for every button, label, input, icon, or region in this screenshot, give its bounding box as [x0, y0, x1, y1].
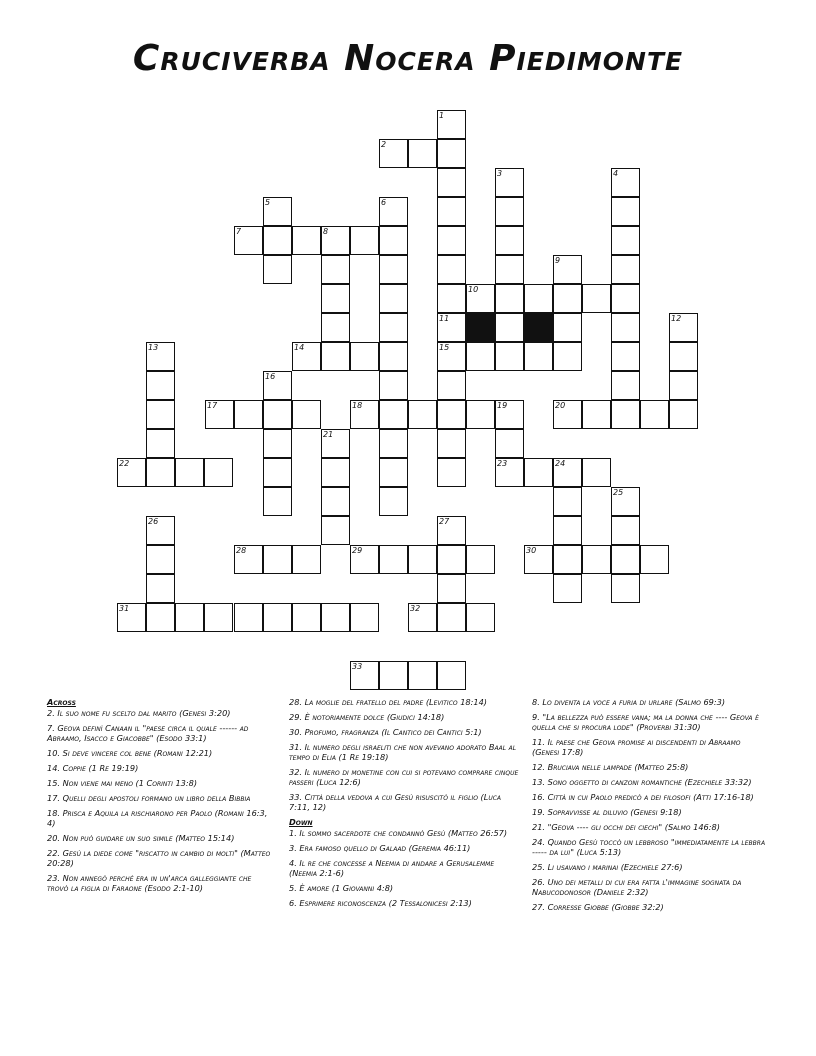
- answer-cell[interactable]: [495, 284, 524, 313]
- answer-cell[interactable]: [553, 400, 582, 429]
- answer-cell[interactable]: [321, 342, 350, 371]
- clue-text: 33. Città della vedova a cui Gesù risuscitò il figlio (Luca 7:11, 12): [289, 792, 502, 812]
- clue-list-2b: [289, 828, 521, 908]
- answer-cell[interactable]: [321, 487, 350, 516]
- clue-text: 32. Il numero di monetine con cui si potevano comprare cinque passeri (Luca 12:6): [289, 767, 519, 787]
- clue-text: 5. È amore (1 Giovanni 4:8): [289, 883, 394, 893]
- answer-cell[interactable]: [495, 197, 524, 226]
- answer-cell[interactable]: [524, 342, 553, 371]
- clue-text: 24. Quando Gesù toccò un lebbroso "immediatamente la lebbra ----- da lui" (Luca 5:13): [532, 837, 766, 857]
- answer-cell[interactable]: [146, 603, 175, 632]
- answer-cell[interactable]: [263, 255, 292, 284]
- clue-text: 11. Il paese che Geova promise ai discendenti di Abraamo (Genesi 17:8): [532, 737, 741, 757]
- answer-cell[interactable]: [669, 313, 698, 342]
- answer-cell[interactable]: [263, 226, 292, 255]
- answer-cell[interactable]: [553, 516, 582, 545]
- clue-text: 15. Non viene mai meno (1 Corinti 13:8): [47, 778, 198, 788]
- answer-cell[interactable]: [175, 458, 204, 487]
- answer-cell[interactable]: [524, 284, 553, 313]
- answer-cell[interactable]: [234, 400, 263, 429]
- answer-cell[interactable]: [437, 197, 466, 226]
- answer-cell[interactable]: [292, 545, 321, 574]
- answer-cell[interactable]: [321, 603, 350, 632]
- down-heading: Down: [289, 817, 313, 827]
- answer-cell[interactable]: [611, 371, 640, 400]
- answer-cell[interactable]: [437, 371, 466, 400]
- clue-number: 22: [119, 459, 130, 468]
- answer-cell[interactable]: [379, 429, 408, 458]
- answer-cell[interactable]: [611, 545, 640, 574]
- answer-cell[interactable]: [611, 313, 640, 342]
- answer-cell[interactable]: [379, 371, 408, 400]
- answer-cell[interactable]: [146, 371, 175, 400]
- clue-number: 20: [555, 401, 566, 410]
- answer-cell[interactable]: [234, 226, 263, 255]
- answer-cell[interactable]: [611, 255, 640, 284]
- answer-cell[interactable]: [292, 603, 321, 632]
- answer-cell[interactable]: [495, 255, 524, 284]
- clue-number: 4: [613, 169, 619, 178]
- answer-cell[interactable]: [175, 603, 204, 632]
- clues-column-3: [532, 697, 767, 917]
- clue-text: 4. Il re che concesse a Neemia di andare a Gerusalemme (Neemia 2:1-6): [289, 858, 495, 878]
- clue-list-2a: [289, 697, 521, 812]
- answer-cell[interactable]: [146, 400, 175, 429]
- answer-cell[interactable]: [292, 342, 321, 371]
- clue-text: 26. Uno dei metalli di cui era fatta l'immagine sognata da Nabucodonosor (Daniele 2:32): [532, 877, 742, 897]
- clue-number: 28: [236, 546, 247, 555]
- clue-number: 13: [148, 343, 159, 352]
- clue-number: 3: [497, 169, 503, 178]
- clue-text: 6. Esprimere riconoscenza (2 Tessalonicesi 2:13): [289, 898, 472, 908]
- answer-cell[interactable]: [146, 429, 175, 458]
- answer-cell[interactable]: [437, 574, 466, 603]
- answer-cell[interactable]: [669, 342, 698, 371]
- answer-cell[interactable]: [611, 342, 640, 371]
- clue-number: 27: [439, 517, 450, 526]
- answer-cell[interactable]: [263, 458, 292, 487]
- clue-number: 30: [526, 546, 537, 555]
- clue-text: 22. Gesù la diede come "riscatto in cambio di molti" (Matteo 20:28): [47, 848, 271, 868]
- answer-cell[interactable]: [321, 284, 350, 313]
- clue-text: 8. Lo diventa la voce a furia di urlare (Salmo 69:3): [532, 697, 726, 707]
- answer-cell[interactable]: [466, 342, 495, 371]
- clue-text: 28. La moglie del fratello del padre (Levitico 18:14): [289, 697, 487, 707]
- answer-cell[interactable]: [437, 516, 466, 545]
- puzzle-title: Cruciverba Nocera Piedimonte: [132, 38, 684, 79]
- clue-number: 16: [265, 372, 276, 381]
- answer-cell[interactable]: [263, 545, 292, 574]
- clue-number: 12: [671, 314, 682, 323]
- answer-cell[interactable]: [611, 516, 640, 545]
- answer-cell[interactable]: [408, 545, 437, 574]
- answer-cell[interactable]: [379, 139, 408, 168]
- clue-number: 29: [352, 546, 363, 555]
- answer-cell[interactable]: [582, 284, 611, 313]
- clue-number: 26: [148, 517, 159, 526]
- answer-cell[interactable]: [437, 342, 466, 371]
- clue-text: 13. Sono oggetto di canzoni romantiche (Ezechiele 33:32): [532, 777, 752, 787]
- answer-cell[interactable]: [495, 342, 524, 371]
- answer-cell[interactable]: [379, 458, 408, 487]
- answer-cell[interactable]: [408, 603, 437, 632]
- answer-cell[interactable]: [640, 545, 669, 574]
- answer-cell[interactable]: [611, 574, 640, 603]
- answer-cell[interactable]: [146, 545, 175, 574]
- clue-number: 25: [613, 488, 624, 497]
- answer-cell[interactable]: [553, 458, 582, 487]
- clue-text: 31. Il numero degli israeliti che non avevano adorato Baal al tempo di Elia (1 Re 19:18): [289, 742, 517, 762]
- answer-cell[interactable]: [437, 458, 466, 487]
- answer-cell[interactable]: [321, 255, 350, 284]
- clue-number: 32: [410, 604, 421, 613]
- answer-cell[interactable]: [611, 197, 640, 226]
- answer-cell[interactable]: [321, 429, 350, 458]
- answer-cell[interactable]: [350, 226, 379, 255]
- answer-cell[interactable]: [437, 429, 466, 458]
- clue-text: 25. Li usavano i marinai (Ezechiele 27:6): [532, 862, 683, 872]
- answer-cell[interactable]: [321, 226, 350, 255]
- clue-text: 2. Il suo nome fu scelto dal marito (Genesi 3:20): [47, 708, 231, 718]
- answer-cell[interactable]: [321, 313, 350, 342]
- answer-cell[interactable]: [146, 458, 175, 487]
- answer-cell[interactable]: [146, 574, 175, 603]
- answer-cell[interactable]: [437, 603, 466, 632]
- answer-cell[interactable]: [611, 226, 640, 255]
- clue-number: 18: [352, 401, 363, 410]
- clue-number: 17: [207, 401, 218, 410]
- clue-text: 18. Prisca e Aquila la rischiarono per Paolo (Romani 16:3, 4): [47, 808, 268, 828]
- clue-text: 3. Era famoso quello di Galaad (Geremia 46:11): [289, 843, 471, 853]
- answer-cell[interactable]: [495, 313, 524, 342]
- answer-cell[interactable]: [437, 313, 466, 342]
- answer-cell[interactable]: [379, 342, 408, 371]
- answer-cell[interactable]: [495, 429, 524, 458]
- answer-cell[interactable]: [466, 284, 495, 313]
- clues-column-2: [289, 697, 521, 913]
- clue-text: 17. Quelli degli apostoli formano un libro della Bibbia: [47, 793, 251, 803]
- answer-cell[interactable]: [350, 661, 379, 690]
- answer-cell[interactable]: [379, 226, 408, 255]
- answer-cell[interactable]: [553, 342, 582, 371]
- answer-cell[interactable]: [466, 400, 495, 429]
- answer-cell[interactable]: [408, 139, 437, 168]
- answer-cell[interactable]: [495, 458, 524, 487]
- clue-number: 11: [439, 314, 450, 323]
- answer-cell[interactable]: [263, 371, 292, 400]
- clue-number: 33: [352, 662, 363, 671]
- answer-cell[interactable]: [669, 400, 698, 429]
- answer-cell[interactable]: [437, 226, 466, 255]
- answer-cell[interactable]: [553, 284, 582, 313]
- clue-number: 24: [555, 459, 566, 468]
- answer-cell[interactable]: [234, 545, 263, 574]
- answer-cell[interactable]: [582, 400, 611, 429]
- answer-cell[interactable]: [263, 429, 292, 458]
- clue-text: 29. È notoriamente dolce (Giudici 14:18): [289, 712, 445, 722]
- answer-cell[interactable]: [582, 545, 611, 574]
- answer-cell[interactable]: [379, 313, 408, 342]
- answer-cell[interactable]: [321, 458, 350, 487]
- answer-cell[interactable]: [437, 255, 466, 284]
- clue-list-1: [47, 708, 272, 893]
- clue-text: 10. Si deve vincere col bene (Romani 12:21): [47, 748, 213, 758]
- answer-cell[interactable]: [379, 255, 408, 284]
- answer-cell[interactable]: [582, 458, 611, 487]
- clue-number: 15: [439, 343, 450, 352]
- answer-cell[interactable]: [263, 603, 292, 632]
- answer-cell[interactable]: [408, 400, 437, 429]
- answer-cell[interactable]: [350, 342, 379, 371]
- answer-cell[interactable]: [437, 139, 466, 168]
- answer-cell[interactable]: [117, 603, 146, 632]
- answer-cell[interactable]: [292, 226, 321, 255]
- answer-cell[interactable]: [379, 487, 408, 516]
- clue-text: 16. Città in cui Paolo predicò a dei filosofi (Atti 17:16-18): [532, 792, 754, 802]
- answer-cell[interactable]: [408, 661, 437, 690]
- answer-cell[interactable]: [611, 400, 640, 429]
- clue-text: 21. "Geova ---- gli occhi dei ciechi" (Salmo 146:8): [532, 822, 720, 832]
- answer-cell[interactable]: [379, 197, 408, 226]
- black-cell: [466, 313, 495, 342]
- answer-cell[interactable]: [204, 603, 233, 632]
- answer-cell[interactable]: [437, 284, 466, 313]
- answer-cell[interactable]: [437, 400, 466, 429]
- answer-cell[interactable]: [553, 545, 582, 574]
- answer-cell[interactable]: [205, 400, 234, 429]
- answer-cell[interactable]: [495, 226, 524, 255]
- answer-cell[interactable]: [234, 603, 263, 632]
- answer-cell[interactable]: [379, 545, 408, 574]
- clue-number: 21: [323, 430, 334, 439]
- clue-text: 27. Corresse Giobbe (Giobbe 32:2): [532, 902, 664, 912]
- clues-column-1: [47, 697, 272, 898]
- clue-number: 9: [555, 256, 561, 265]
- clue-text: 23. Non annegò perché era in un'arca galleggiante che trovò la figlia di Faraone (Esodo 2:1-10): [47, 873, 252, 893]
- clue-number: 19: [497, 401, 508, 410]
- clue-number: 31: [119, 604, 130, 613]
- answer-cell[interactable]: [553, 487, 582, 516]
- clue-number: 2: [381, 140, 387, 149]
- answer-cell[interactable]: [379, 400, 408, 429]
- answer-cell[interactable]: [146, 516, 175, 545]
- answer-cell[interactable]: [669, 371, 698, 400]
- clue-text: 9. "La bellezza può essere vana; ma la donna che ---- Geova è quella che si procura lode" (Proverbi 31:30): [532, 712, 759, 732]
- answer-cell[interactable]: [146, 342, 175, 371]
- answer-cell[interactable]: [263, 487, 292, 516]
- clue-text: 19. Sopravvisse al diluvio (Genesi 9:18): [532, 807, 682, 817]
- answer-cell[interactable]: [524, 458, 553, 487]
- clue-number: 14: [294, 343, 305, 352]
- clue-text: 30. Profumo, fragranza (Il Cantico dei Cantici 5:1): [289, 727, 482, 737]
- clue-number: 6: [381, 198, 387, 207]
- clue-text: 7. Geova definì Canaan il "paese circa il quale ------ ad Abraamo, Isacco e Giacobbe" (Esodo 33:1): [47, 723, 249, 743]
- answer-cell[interactable]: [437, 545, 466, 574]
- answer-cell[interactable]: [350, 545, 379, 574]
- answer-cell[interactable]: [204, 458, 233, 487]
- answer-cell[interactable]: [437, 661, 466, 690]
- clue-number: 7: [236, 227, 242, 236]
- answer-cell[interactable]: [611, 284, 640, 313]
- answer-cell[interactable]: [553, 255, 582, 284]
- answer-cell[interactable]: [640, 400, 669, 429]
- answer-cell[interactable]: [437, 168, 466, 197]
- answer-cell[interactable]: [292, 400, 321, 429]
- across-heading: Across: [47, 697, 76, 707]
- answer-cell[interactable]: [321, 516, 350, 545]
- answer-cell[interactable]: [263, 197, 292, 226]
- answer-cell[interactable]: [350, 603, 379, 632]
- clue-text: 1. Il sommo sacerdote che condannò Gesù (Matteo 26:57): [289, 828, 508, 838]
- black-cell: [524, 313, 553, 342]
- answer-cell[interactable]: [263, 400, 292, 429]
- answer-cell[interactable]: [524, 545, 553, 574]
- clue-number: 10: [468, 285, 479, 294]
- answer-cell[interactable]: [495, 168, 524, 197]
- clue-text: 20. Non può guidare un suo simile (Matteo 15:14): [47, 833, 235, 843]
- clue-number: 1: [439, 111, 445, 120]
- answer-cell[interactable]: [611, 487, 640, 516]
- answer-cell[interactable]: [495, 400, 524, 429]
- answer-cell[interactable]: [553, 574, 582, 603]
- clue-list-3: [532, 697, 767, 912]
- answer-cell[interactable]: [466, 545, 495, 574]
- clue-number: 23: [497, 459, 508, 468]
- clue-text: 12. Bruciava nelle lampade (Matteo 25:8): [532, 762, 689, 772]
- answer-cell[interactable]: [437, 110, 466, 139]
- clue-number: 5: [265, 198, 271, 207]
- answer-cell[interactable]: [611, 168, 640, 197]
- answer-cell[interactable]: [379, 284, 408, 313]
- answer-cell[interactable]: [379, 661, 408, 690]
- answer-cell[interactable]: [350, 400, 379, 429]
- clue-text: 14. Coppie (1 Re 19:19): [47, 763, 139, 773]
- answer-cell[interactable]: [117, 458, 146, 487]
- clue-number: 8: [323, 227, 329, 236]
- answer-cell[interactable]: [553, 313, 582, 342]
- answer-cell[interactable]: [466, 603, 495, 632]
